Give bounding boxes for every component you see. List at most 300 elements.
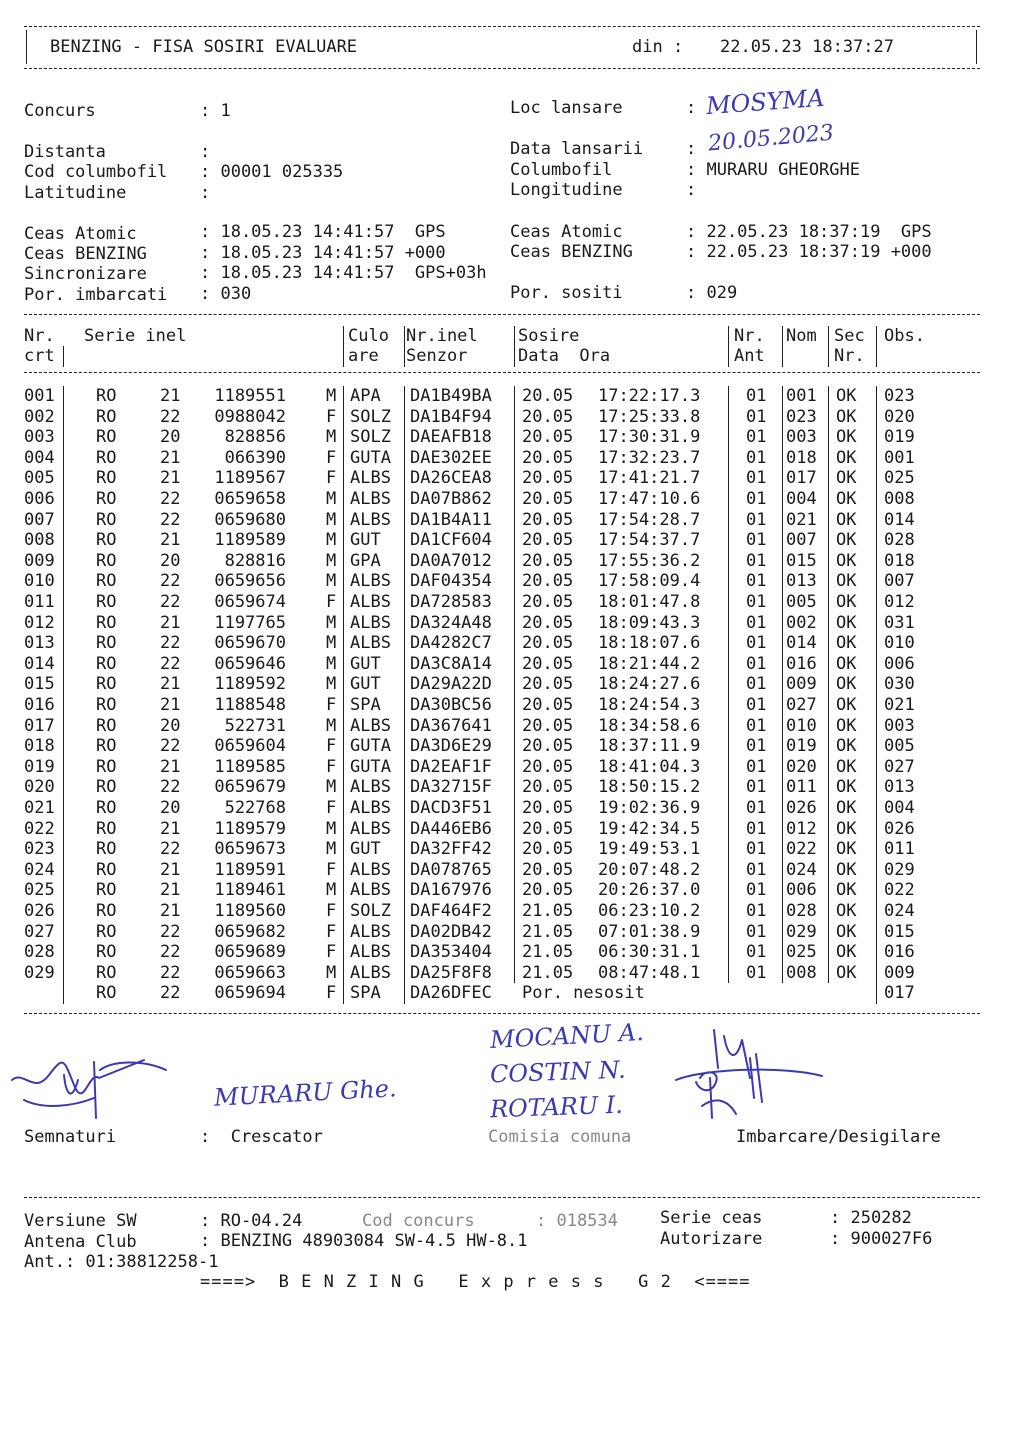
column-separator — [404, 860, 405, 881]
column-separator — [404, 736, 405, 757]
table-cell: 17:30:31.9 — [598, 427, 701, 448]
column-header: Nr. — [834, 346, 865, 366]
table-cell: 024 — [24, 859, 55, 880]
table-row — [0, 530, 1024, 551]
column-separator — [828, 860, 829, 881]
column-header: Nr. — [734, 326, 765, 346]
table-cell: 008 — [884, 489, 915, 509]
table-cell: 008 — [24, 530, 55, 551]
column-separator — [343, 963, 344, 984]
table-cell: RO — [96, 468, 117, 489]
column-separator — [514, 695, 515, 716]
table-cell: 17:58:09.4 — [598, 571, 701, 592]
table-cell: 21 — [160, 859, 181, 880]
column-separator — [782, 468, 783, 489]
column-separator — [876, 510, 877, 531]
table-cell: ALBS — [350, 880, 391, 901]
table-cell: RO — [96, 509, 117, 530]
column-separator — [514, 942, 515, 963]
table-cell: F — [326, 901, 337, 921]
table-row — [0, 633, 1024, 654]
table-cell: 020 — [884, 406, 915, 427]
table-cell: F — [326, 756, 337, 777]
column-separator — [782, 448, 783, 469]
table-cell: 01 — [746, 674, 767, 695]
column-separator — [343, 983, 344, 1004]
table-cell: F — [326, 798, 337, 818]
table-row — [0, 963, 1024, 984]
table-cell: 20.05 — [522, 674, 574, 695]
table-cell: 026 — [786, 798, 817, 818]
table-cell: 20 — [160, 550, 181, 571]
column-separator — [404, 571, 405, 592]
table-cell: 19:42:34.5 — [598, 818, 701, 839]
cod-concurs-label: Cod concurs — [362, 1211, 475, 1231]
table-row — [0, 571, 1024, 592]
column-separator — [343, 695, 344, 716]
table-cell: OK — [836, 406, 857, 427]
table-cell: 01 — [746, 736, 767, 757]
column-separator — [728, 326, 729, 347]
table-row — [0, 942, 1024, 963]
table-cell: RO — [96, 798, 117, 818]
column-separator — [728, 942, 729, 963]
column-separator — [514, 530, 515, 551]
column-separator — [782, 777, 783, 798]
column-separator — [404, 427, 405, 448]
column-separator — [514, 922, 515, 943]
column-separator — [63, 346, 64, 367]
table-cell: RO — [96, 777, 117, 798]
table-cell: 1189591 — [214, 859, 286, 880]
column-separator — [343, 468, 344, 489]
table-cell: 023 — [884, 386, 915, 406]
column-separator — [343, 386, 344, 407]
table-cell: M — [326, 530, 337, 551]
table-cell: 18:50:15.2 — [598, 777, 701, 798]
column-separator — [343, 346, 344, 367]
table-row — [0, 613, 1024, 634]
table-row — [0, 427, 1024, 448]
column-separator — [828, 489, 829, 510]
column-separator — [63, 468, 64, 489]
table-cell: ALBS — [350, 715, 391, 736]
table-cell: 0659682 — [214, 921, 286, 942]
column-separator — [514, 901, 515, 922]
table-cell: 20:26:37.0 — [598, 880, 701, 901]
column-separator — [404, 963, 405, 984]
header-right-edge — [976, 30, 977, 64]
table-cell: 19:49:53.1 — [598, 839, 701, 860]
table-cell: OK — [836, 468, 857, 489]
table-cell: 003 — [786, 427, 817, 448]
column-separator — [404, 922, 405, 943]
column-separator — [782, 613, 783, 634]
table-cell: DA2EAF1F — [410, 756, 492, 777]
column-separator — [876, 695, 877, 716]
table-cell: 06:30:31.1 — [598, 942, 701, 963]
table-cell: 1189592 — [214, 674, 286, 695]
ceas-atomic-label: Ceas Atomic — [24, 224, 137, 244]
table-header-row — [0, 346, 1024, 367]
column-separator — [63, 839, 64, 860]
table-cell: 014 — [786, 633, 817, 654]
column-separator — [343, 592, 344, 613]
table-cell: SOLZ — [350, 901, 391, 921]
table-cell: OK — [836, 839, 857, 860]
table-cell: 022 — [884, 880, 915, 901]
column-separator — [782, 922, 783, 943]
table-cell: OK — [836, 777, 857, 798]
table-cell: ALBS — [350, 777, 391, 798]
table-row — [0, 880, 1024, 901]
table-cell: 0659679 — [214, 777, 286, 798]
column-separator — [828, 386, 829, 407]
table-cell: OK — [836, 612, 857, 633]
latitudine-label: Latitudine — [24, 183, 127, 203]
table-cell: 008 — [786, 962, 817, 983]
column-separator — [876, 489, 877, 510]
table-cell: 01 — [746, 839, 767, 860]
table-cell: 20.05 — [522, 592, 574, 612]
table-cell: 22 — [160, 653, 181, 674]
table-cell: 01 — [746, 571, 767, 592]
table-cell: RO — [96, 962, 117, 983]
column-separator — [343, 448, 344, 469]
semnaturi-label: Semnaturi — [24, 1127, 117, 1147]
table-cell: RO — [96, 859, 117, 880]
table-cell: 003 — [24, 427, 55, 448]
column-separator — [876, 613, 877, 634]
column-separator — [404, 757, 405, 778]
column-separator — [828, 880, 829, 901]
table-cell: 019 — [884, 427, 915, 448]
table-cell: 21 — [160, 901, 181, 921]
table-cell: 01 — [746, 530, 767, 551]
table-cell: 522768 — [224, 798, 286, 818]
column-separator — [343, 633, 344, 654]
table-cell: OK — [836, 653, 857, 674]
table-cell: 017 — [24, 715, 55, 736]
table-cell: 010 — [786, 715, 817, 736]
column-separator — [343, 654, 344, 675]
table-cell: APA — [350, 386, 381, 406]
table-cell: 22 — [160, 489, 181, 509]
table-cell: M — [326, 509, 337, 530]
column-separator — [514, 798, 515, 819]
table-cell: 013 — [24, 633, 55, 654]
footer-top-border — [24, 1197, 980, 1198]
table-cell: 0659646 — [214, 653, 286, 674]
table-cell: 0659694 — [214, 983, 286, 1004]
table-cell: 22 — [160, 921, 181, 942]
column-separator — [728, 716, 729, 737]
table-cell: 20.05 — [522, 447, 574, 468]
table-row — [0, 860, 1024, 881]
table-cell: OK — [836, 798, 857, 818]
column-separator — [404, 592, 405, 613]
loc-lansare-handwritten: MOSYMA — [705, 83, 826, 121]
table-row — [0, 839, 1024, 860]
table-cell: 014 — [24, 653, 55, 674]
loc-lansare-colon: : — [686, 98, 697, 118]
table-cell: F — [326, 942, 337, 963]
column-separator — [782, 839, 783, 860]
table-cell: ALBS — [350, 818, 391, 839]
crescator-signature — [4, 1040, 174, 1120]
column-separator — [514, 592, 515, 613]
table-cell: 01 — [746, 818, 767, 839]
ceas-atomic-2-value: : 22.05.23 18:37:19 GPS — [686, 222, 932, 242]
column-separator — [404, 346, 405, 367]
table-header-row — [0, 326, 1024, 347]
column-header: Data Ora — [518, 346, 611, 366]
table-cell: 20.05 — [522, 880, 574, 901]
table-cell: 21.05 — [522, 962, 574, 983]
por-sositi-label: Por. sositi — [510, 283, 623, 303]
column-separator — [876, 346, 877, 367]
ant-line: Ant.: 01:38812258-1 — [24, 1252, 219, 1272]
column-separator — [876, 880, 877, 901]
table-cell: 01 — [746, 592, 767, 612]
table-cell: F — [326, 468, 337, 489]
column-separator — [782, 963, 783, 984]
table-row — [0, 407, 1024, 428]
column-header: crt — [24, 346, 55, 366]
column-separator — [514, 489, 515, 510]
table-cell: OK — [836, 859, 857, 880]
column-separator — [782, 510, 783, 531]
table-cell: RO — [96, 839, 117, 860]
table-cell: 20.05 — [522, 550, 574, 571]
table-cell: F — [326, 592, 337, 612]
table-header-border — [24, 372, 980, 373]
table-cell: 22 — [160, 983, 181, 1004]
table-cell: ALBS — [350, 468, 391, 489]
column-separator — [782, 819, 783, 840]
table-cell: 18:41:04.3 — [598, 756, 701, 777]
table-cell: RO — [96, 880, 117, 901]
column-separator — [828, 407, 829, 428]
table-cell: OK — [836, 818, 857, 839]
table-cell: 028 — [786, 901, 817, 921]
table-cell: F — [326, 695, 337, 715]
table-cell: 20.05 — [522, 736, 574, 757]
column-separator — [728, 633, 729, 654]
column-separator — [514, 448, 515, 469]
table-cell: 21 — [160, 447, 181, 468]
column-header: Ant — [734, 346, 765, 366]
table-cell: 01 — [746, 756, 767, 777]
table-cell: 18:01:47.8 — [598, 592, 701, 612]
column-separator — [343, 757, 344, 778]
column-separator — [876, 901, 877, 922]
serie-ceas-label: Serie ceas — [660, 1208, 763, 1228]
column-separator — [343, 880, 344, 901]
table-cell: 17:54:37.7 — [598, 530, 701, 551]
table-cell: 01 — [746, 880, 767, 901]
column-separator — [728, 901, 729, 922]
table-cell: ALBS — [350, 921, 391, 942]
table-cell: 0659656 — [214, 571, 286, 592]
column-separator — [514, 346, 515, 367]
column-separator — [63, 489, 64, 510]
column-separator — [63, 757, 64, 778]
table-cell: DAE302EE — [410, 447, 492, 468]
column-separator — [876, 819, 877, 840]
table-cell: 01 — [746, 427, 767, 448]
column-separator — [782, 901, 783, 922]
column-separator — [514, 386, 515, 407]
table-cell: DA26DFEC — [410, 983, 492, 1004]
table-cell: ALBS — [350, 571, 391, 592]
table-cell: GUTA — [350, 756, 391, 777]
table-cell: OK — [836, 571, 857, 592]
table-cell: ALBS — [350, 798, 391, 818]
table-cell: 21.05 — [522, 901, 574, 921]
table-cell: OK — [836, 880, 857, 901]
column-separator — [514, 551, 515, 572]
table-cell: 016 — [24, 695, 55, 715]
antena-value: : BENZING 48903084 SW-4.5 HW-8.1 — [200, 1231, 528, 1251]
table-cell: F — [326, 859, 337, 880]
column-separator — [828, 551, 829, 572]
column-separator — [404, 489, 405, 510]
column-separator — [343, 819, 344, 840]
table-cell: OK — [836, 427, 857, 448]
table-cell: 021 — [884, 695, 915, 715]
table-cell: 010 — [884, 633, 915, 654]
column-separator — [63, 613, 64, 634]
column-separator — [514, 736, 515, 757]
column-separator — [782, 757, 783, 778]
column-separator — [63, 860, 64, 881]
table-row — [0, 901, 1024, 922]
column-separator — [828, 510, 829, 531]
table-cell: 21 — [160, 695, 181, 715]
column-separator — [514, 674, 515, 695]
ceas-benzing-value: : 18.05.23 14:41:57 +000 — [200, 243, 446, 263]
table-row — [0, 510, 1024, 531]
table-cell: 20.05 — [522, 777, 574, 798]
column-separator — [828, 777, 829, 798]
table-cell: ALBS — [350, 612, 391, 633]
table-cell: 21 — [160, 756, 181, 777]
table-cell: OK — [836, 530, 857, 551]
column-separator — [514, 757, 515, 778]
table-cell: 20.05 — [522, 695, 574, 715]
column-separator — [876, 963, 877, 984]
table-cell: 030 — [884, 674, 915, 695]
table-cell: OK — [836, 674, 857, 695]
ceas-atomic-value: : 18.05.23 14:41:57 GPS — [200, 222, 446, 242]
table-cell: 026 — [884, 818, 915, 839]
table-cell: 018 — [24, 736, 55, 757]
table-cell: M — [326, 633, 337, 654]
table-cell: 19:02:36.9 — [598, 798, 701, 818]
column-separator — [782, 860, 783, 881]
table-cell: 18:24:27.6 — [598, 674, 701, 695]
column-separator — [514, 860, 515, 881]
column-separator — [728, 654, 729, 675]
table-cell: RO — [96, 592, 117, 612]
table-cell: 18:34:58.6 — [598, 715, 701, 736]
column-separator — [876, 427, 877, 448]
table-cell: 21 — [160, 612, 181, 633]
table-cell: 20.05 — [522, 653, 574, 674]
column-separator — [828, 633, 829, 654]
table-cell: M — [326, 962, 337, 983]
table-cell: OK — [836, 386, 857, 406]
table-cell: DA25F8F8 — [410, 962, 492, 983]
column-separator — [828, 736, 829, 757]
column-separator — [63, 674, 64, 695]
column-separator — [514, 427, 515, 448]
table-cell: 17:54:28.7 — [598, 509, 701, 530]
column-separator — [728, 777, 729, 798]
table-cell: 20.05 — [522, 509, 574, 530]
table-cell: 18:37:11.9 — [598, 736, 701, 757]
concurs-label: Concurs — [24, 101, 96, 121]
table-cell: OK — [836, 447, 857, 468]
table-cell: 01 — [746, 859, 767, 880]
table-row — [0, 654, 1024, 675]
table-cell: 20.05 — [522, 839, 574, 860]
columbofil-label: Columbofil — [510, 160, 613, 180]
table-cell: 016 — [884, 942, 915, 963]
column-separator — [728, 592, 729, 613]
column-separator — [876, 654, 877, 675]
table-cell: M — [326, 612, 337, 633]
table-cell: 20.05 — [522, 633, 574, 654]
table-row — [0, 819, 1024, 840]
table-cell: 023 — [24, 839, 55, 860]
table-row — [0, 695, 1024, 716]
table-cell: 20.05 — [522, 406, 574, 427]
column-separator — [782, 571, 783, 592]
column-separator — [728, 674, 729, 695]
column-separator — [404, 633, 405, 654]
table-cell: GUT — [350, 674, 381, 695]
por-imbarcati-label: Por. imbarcati — [24, 285, 168, 305]
column-separator — [828, 530, 829, 551]
ceas-benzing-2-value: : 22.05.23 18:37:19 +000 — [686, 242, 932, 262]
table-cell: SPA — [350, 983, 381, 1004]
table-cell: 011 — [24, 592, 55, 612]
table-cell: DA3D6E29 — [410, 736, 492, 757]
crescator-label: : Crescator — [200, 1127, 323, 1147]
table-cell: OK — [836, 921, 857, 942]
column-separator — [728, 468, 729, 489]
table-cell: 025 — [884, 468, 915, 489]
table-cell: 01 — [746, 550, 767, 571]
column-header: Obs. — [884, 326, 925, 346]
column-separator — [828, 963, 829, 984]
table-cell: 17:22:17.3 — [598, 386, 701, 406]
data-lansarii-handwritten: 20.05.2023 — [707, 120, 835, 157]
column-separator — [514, 654, 515, 675]
column-separator — [828, 716, 829, 737]
table-cell: F — [326, 447, 337, 468]
versiune-label: Versiune SW — [24, 1211, 137, 1231]
table-cell: 0988042 — [214, 406, 286, 427]
por-sositi-value: : 029 — [686, 283, 738, 303]
autorizare-label: Autorizare — [660, 1229, 763, 1249]
loc-lansare-label: Loc lansare — [510, 98, 623, 118]
distanta-value: : — [200, 142, 211, 162]
table-cell: DA353404 — [410, 942, 492, 963]
table-cell: M — [326, 818, 337, 839]
